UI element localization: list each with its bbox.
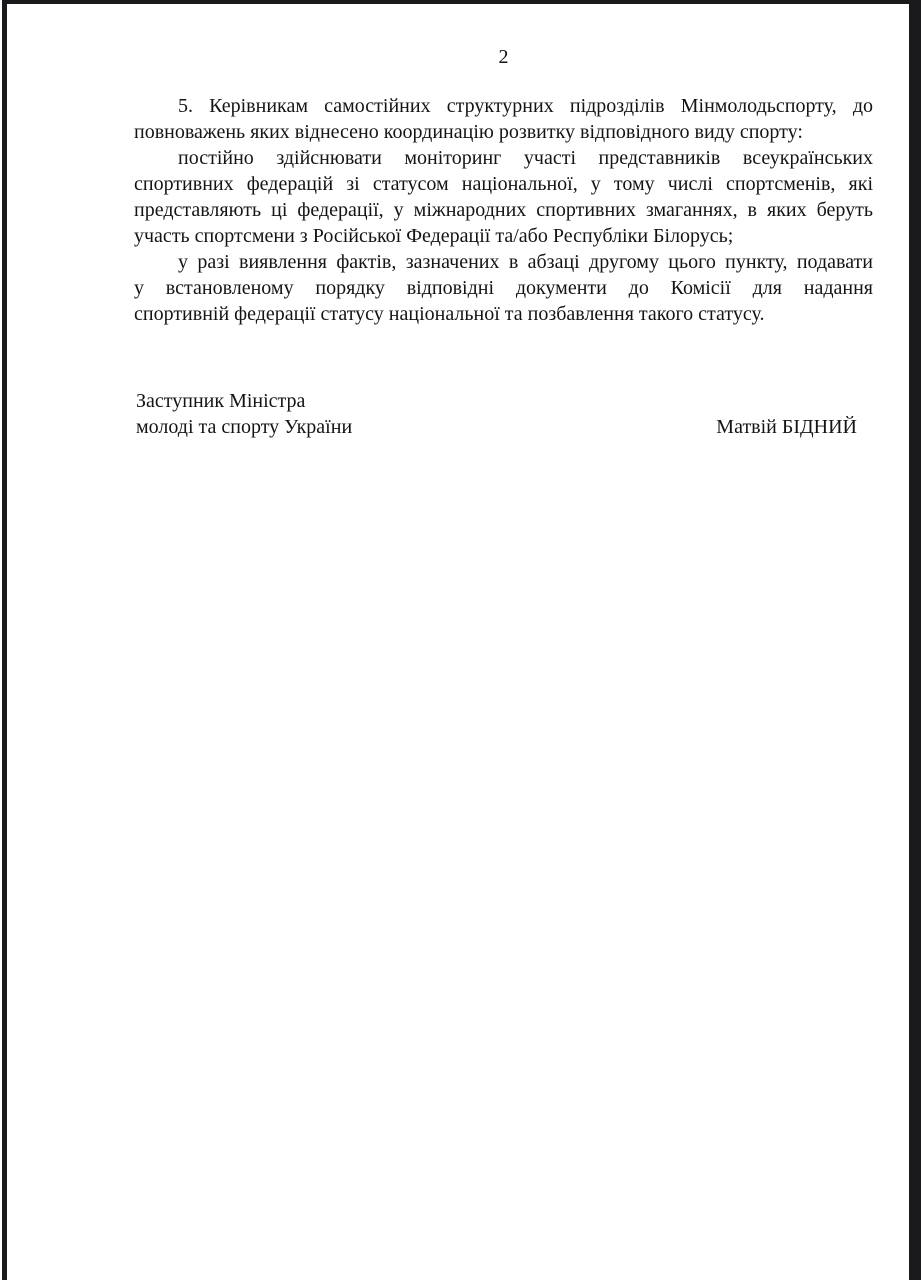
document-body [134, 93, 873, 327]
signatory-title-line1: Заступник Міністра [136, 390, 306, 412]
signatory-title [136, 388, 352, 440]
text-line: повноважень яких віднесено координацію розвитку відповідного виду спорту: [134, 121, 803, 143]
page-left-edge [2, 0, 7, 1280]
text-line: 5. Керівникам самостійних структурних підрозділів Мінмолодьспорту, до [178, 95, 873, 117]
signatory-title-line2: молоді та спорту України [136, 416, 353, 438]
signature-block [136, 388, 857, 440]
text-line: постійно здійснювати моніторинг участі представників всеукраїнських [178, 147, 873, 169]
paragraph [134, 249, 873, 327]
text-line: спортивних федерацій зі статусом національної, у тому числі спортсменів, які [134, 173, 873, 195]
text-line: участь спортсмени з Російської Федерації та/або Республіки Білорусь; [134, 225, 734, 247]
text-line: представляють ці федерації, у міжнародних спортивних змаганнях, в яких беруть [134, 199, 873, 221]
page-number: 2 [498, 46, 509, 68]
text-line: у разі виявлення фактів, зазначених в абзаці другому цього пункту, подавати [178, 251, 873, 273]
text-line: у встановленому порядку відповідні документи до Комісії для надання [134, 277, 873, 299]
text-line: спортивній федерації статусу національної та позбавлення такого статусу. [134, 303, 765, 325]
paragraph [134, 93, 873, 145]
paragraph [134, 145, 873, 249]
signatory-name: Матвій БІДНИЙ [716, 416, 857, 438]
page-top-edge [2, 0, 921, 4]
page-right-edge [909, 0, 921, 1280]
